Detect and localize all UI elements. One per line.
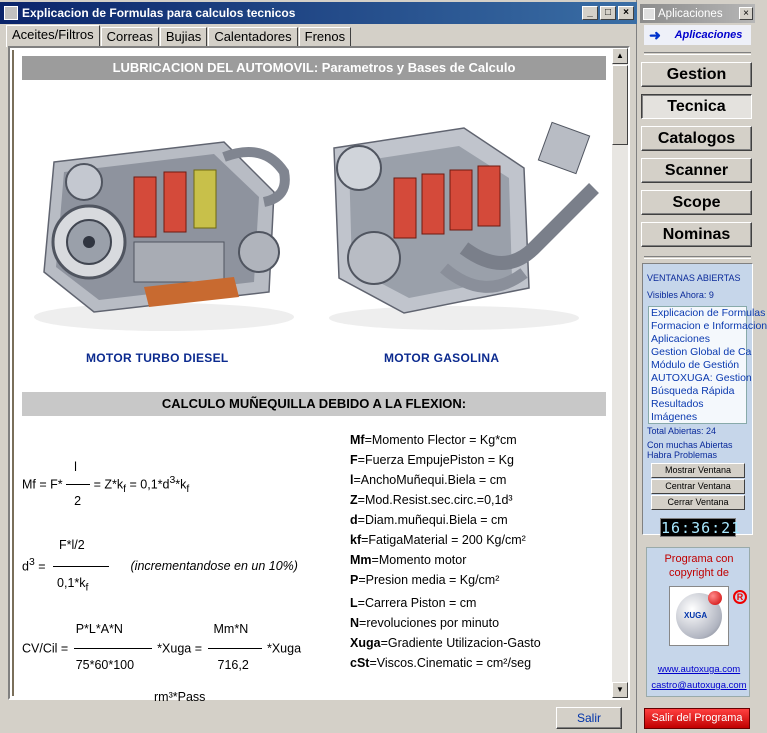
- open-window-item[interactable]: Resultados: [651, 398, 704, 410]
- legend-line: Z=Mod.Resist.sec.circ.=0,1d³: [350, 493, 513, 507]
- open-windows-box: [642, 263, 767, 535]
- formula-mf: Mf = F* $\frac{l}{2}$ = $Z*k_f = 0,1*d^3*k_f$: [22, 460, 190, 508]
- open-window-item[interactable]: Aplicaciones: [651, 333, 710, 345]
- nav-catalogos-button[interactable]: Catalogos: [641, 126, 752, 151]
- legend-line: F=Fuerza EmpujePiston = Kg: [350, 453, 514, 467]
- panel-title: Aplicaciones: [658, 7, 723, 20]
- aplicaciones-panel: [640, 0, 767, 733]
- legend-line: L=Carrera Piston = cm: [350, 596, 477, 610]
- email-link[interactable]: castro@autoxuga.com: [651, 680, 747, 691]
- panel-close-button[interactable]: ×: [739, 7, 753, 20]
- registered-mark-icon: R: [733, 590, 747, 604]
- vertical-scrollbar[interactable]: [612, 48, 628, 698]
- tab-correas[interactable]: Correas: [101, 27, 159, 47]
- total-open-count: Total Abiertas: 24: [647, 426, 717, 436]
- center-window-button[interactable]: Centrar Ventana: [651, 479, 745, 494]
- nav-scope-button[interactable]: Scope: [641, 190, 752, 215]
- nav-nominas-button[interactable]: Nominas: [641, 222, 752, 247]
- warning-line-2: Habra Problemas: [647, 450, 718, 460]
- formula-cv-cil: CV/Cil = $\frac{P*L*A*N}{75*60*100}$ *Xuga = $\frac{Mm*N}{716,2}$ *Xuga: [22, 622, 302, 672]
- open-windows-list[interactable]: [648, 306, 767, 424]
- open-windows-title: VENTANAS ABIERTAS: [647, 273, 741, 283]
- formula-d3: $d^3$ = $\frac{F*l/2}{0,1*k_f}$ (incrementandose en un 10%): [22, 538, 298, 594]
- tab-frenos[interactable]: Frenos: [299, 27, 351, 47]
- legend-line: kf=FatigaMaterial = 200 Kg/cm²: [350, 533, 526, 547]
- turbo-diesel-label: MOTOR TURBO DIESEL: [86, 351, 229, 365]
- gasoline-label: MOTOR GASOLINA: [384, 351, 500, 365]
- panel-titlebar[interactable]: [640, 4, 755, 23]
- exit-program-button[interactable]: Salir del Programa: [644, 708, 750, 729]
- open-window-item[interactable]: Búsqueda Rápida: [651, 385, 735, 397]
- open-window-item[interactable]: Formacion e Informacion: [651, 320, 767, 332]
- aplicaciones-link[interactable]: [644, 25, 751, 45]
- app-icon: [4, 6, 18, 20]
- scroll-thumb[interactable]: [612, 65, 628, 145]
- lubrication-banner: LUBRICACION DEL AUTOMOVIL: Parametros y Bases de Calculo: [22, 56, 606, 80]
- gasoline-engine-image: [314, 108, 604, 338]
- close-window-button[interactable]: Cerrar Ventana: [651, 495, 745, 510]
- formula-partial: rm³*Pass: [154, 690, 206, 704]
- copyright-box: [646, 547, 750, 697]
- legend-line: N=revoluciones por minuto: [350, 616, 500, 630]
- panel-divider-2: [644, 256, 751, 259]
- copyright-text: Programa con copyright de: [664, 553, 734, 579]
- tab-aceites-filtros[interactable]: Aceites/Filtros: [6, 25, 100, 47]
- nav-tecnica-button[interactable]: Tecnica: [641, 94, 752, 119]
- close-button[interactable]: ×: [618, 6, 634, 20]
- arrow-right-icon: ➜: [649, 26, 661, 43]
- window-title: Explicacion de Formulas para calculos tecnicos: [22, 6, 296, 20]
- open-window-item[interactable]: AUTOXUGA: Gestion: [651, 372, 752, 384]
- scroll-up-arrow-icon[interactable]: ▲: [612, 48, 628, 64]
- legend-line: Xuga=Gradiente Utilizacion-Gasto: [350, 636, 541, 650]
- panel-app-icon: [643, 8, 655, 20]
- website-link[interactable]: www.autoxuga.com: [657, 664, 741, 675]
- autoxuga-logo: XUGA: [669, 586, 729, 646]
- open-window-item[interactable]: Explicacion de Formulas: [651, 307, 766, 319]
- flexion-banner: CALCULO MUÑEQUILLA DEBIDO A LA FLEXION:: [22, 392, 606, 416]
- open-window-item[interactable]: Gestion Global de Ca: [651, 346, 752, 358]
- visible-count: Visibles Ahora: 9: [647, 290, 714, 300]
- legend-line: Mm=Momento motor: [350, 553, 467, 567]
- salir-button[interactable]: Salir: [556, 707, 622, 729]
- tab-calentadores[interactable]: Calentadores: [208, 27, 297, 47]
- legend-line: cSt=Viscos.Cinematic = cm²/seg: [350, 656, 532, 670]
- nav-gestion-button[interactable]: Gestion: [641, 62, 752, 87]
- content-area: [12, 50, 612, 704]
- legend-line: l=AnchoMuñequi.Biela = cm: [350, 473, 507, 487]
- show-window-button[interactable]: Mostrar Ventana: [651, 463, 745, 478]
- maximize-button[interactable]: □: [600, 6, 616, 20]
- legend-line: d=Diam.muñequi.Biela = cm: [350, 513, 508, 527]
- legend-line: Mf=Momento Flector = Kg*cm: [350, 433, 517, 447]
- tab-bujias[interactable]: Bujias: [160, 27, 207, 47]
- scroll-down-arrow-icon[interactable]: ▼: [612, 682, 628, 698]
- window-titlebar[interactable]: [0, 2, 637, 24]
- minimize-button[interactable]: _: [582, 6, 598, 20]
- aplicaciones-label: Aplicaciones: [674, 29, 743, 41]
- legend-line: P=Presion media = Kg/cm²: [350, 573, 500, 587]
- content-frame: [8, 46, 630, 704]
- turbo-diesel-engine-image: [24, 102, 304, 342]
- tab-strip: [6, 25, 352, 47]
- digital-clock: 16:36:21: [661, 519, 742, 537]
- open-window-item[interactable]: Imágenes: [651, 411, 698, 423]
- panel-divider: [644, 52, 751, 55]
- open-window-item[interactable]: Módulo de Gestión: [651, 359, 740, 371]
- warning-line-1: Con muchas Abiertas: [647, 440, 733, 450]
- nav-scanner-button[interactable]: Scanner: [641, 158, 752, 183]
